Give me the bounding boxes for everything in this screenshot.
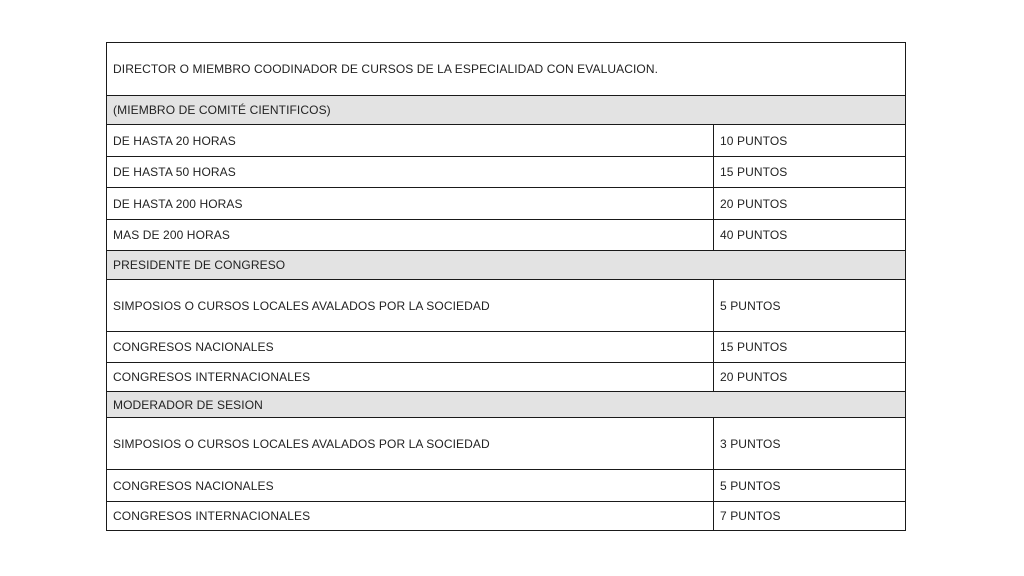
table-row bbox=[107, 280, 906, 332]
row-points: 3 PUNTOS bbox=[714, 418, 906, 470]
row-points: 7 PUNTOS bbox=[714, 502, 906, 531]
table-row bbox=[107, 470, 906, 502]
row-points: 5 PUNTOS bbox=[714, 470, 906, 502]
table-row bbox=[107, 125, 906, 157]
table-row bbox=[107, 157, 906, 188]
presidente-section-title: PRESIDENTE DE CONGRESO bbox=[107, 251, 906, 280]
row-label: DE HASTA 20 HORAS bbox=[107, 125, 714, 157]
row-label: CONGRESOS NACIONALES bbox=[107, 332, 714, 363]
row-points: 5 PUNTOS bbox=[714, 280, 906, 332]
director-header-cell: DIRECTOR O MIEMBRO COODINADOR DE CURSOS DE LA ESPECIALIDAD CON EVALUACION. bbox=[107, 43, 906, 96]
row-points: 20 PUNTOS bbox=[714, 188, 906, 220]
section-header-row bbox=[107, 392, 906, 418]
table-row bbox=[107, 188, 906, 220]
scoring-table bbox=[106, 42, 906, 531]
row-label: CONGRESOS NACIONALES bbox=[107, 470, 714, 502]
row-points: 10 PUNTOS bbox=[714, 125, 906, 157]
table-subheader-row bbox=[107, 96, 906, 125]
table-row bbox=[107, 502, 906, 531]
table-row bbox=[107, 220, 906, 251]
row-points: 15 PUNTOS bbox=[714, 157, 906, 188]
row-label: MAS DE 200 HORAS bbox=[107, 220, 714, 251]
row-points: 40 PUNTOS bbox=[714, 220, 906, 251]
row-label: SIMPOSIOS O CURSOS LOCALES AVALADOS POR LA SOCIEDAD bbox=[107, 280, 714, 332]
table-row bbox=[107, 363, 906, 392]
table-header-row bbox=[107, 43, 906, 96]
row-points: 15 PUNTOS bbox=[714, 332, 906, 363]
row-label: DE HASTA 200 HORAS bbox=[107, 188, 714, 220]
table-row bbox=[107, 332, 906, 363]
row-label: CONGRESOS INTERNACIONALES bbox=[107, 502, 714, 531]
row-label: CONGRESOS INTERNACIONALES bbox=[107, 363, 714, 392]
row-label: SIMPOSIOS O CURSOS LOCALES AVALADOS POR LA SOCIEDAD bbox=[107, 418, 714, 470]
committee-subheader-cell: (MIEMBRO DE COMITÉ CIENTIFICOS) bbox=[107, 96, 906, 125]
moderador-section-title: MODERADOR DE SESION bbox=[107, 392, 906, 418]
table-row bbox=[107, 418, 906, 470]
row-points: 20 PUNTOS bbox=[714, 363, 906, 392]
section-header-row bbox=[107, 251, 906, 280]
row-label: DE HASTA 50 HORAS bbox=[107, 157, 714, 188]
